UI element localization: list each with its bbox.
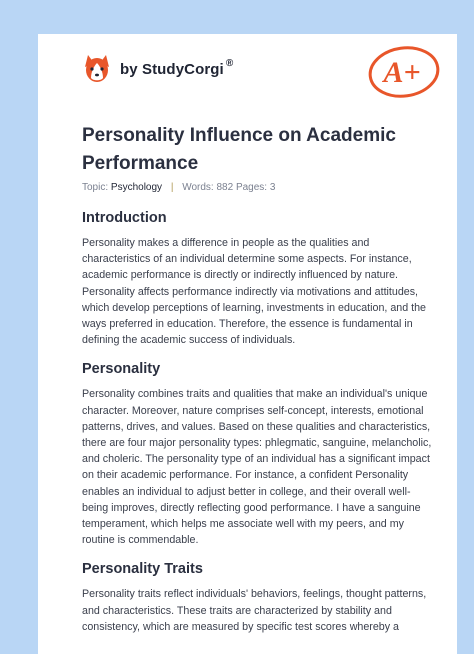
article-body bbox=[82, 210, 432, 648]
section-heading: Introduction bbox=[82, 210, 167, 226]
article-meta bbox=[82, 182, 275, 193]
word-count: Words: 882 bbox=[182, 182, 234, 193]
brand-name: by StudyCorgi bbox=[120, 60, 224, 78]
topic-label: Topic: bbox=[82, 182, 109, 193]
section-heading: Personality bbox=[82, 361, 161, 378]
section-paragraph: Personality combines traits and qualities that make an individual's unique character. Moreover, nature comprises self-concept, interests, emotional patterns, drives, and values. Based on these qualities and characteristics, there are four major personality types: phlegmatic, sanguine, melancholic, and choleric. The personality type of an individual has a significant impact on their academic performance. For instance, a confident Personality enables an individual to adjust better in college, and their overall well-being improves, directly reflecting good performance. I have a sanguine temperament, which helps me associate well with my peers, and my routine is commendable. bbox=[82, 388, 432, 547]
topic-link[interactable]: Psychology bbox=[110, 182, 163, 193]
studycorgi-brand[interactable] bbox=[82, 54, 233, 84]
document-page bbox=[38, 34, 457, 654]
page-title: Personality Influence on Academic Performance bbox=[82, 125, 396, 174]
a-plus-grade-icon bbox=[366, 42, 442, 100]
grade-text: A+ bbox=[383, 56, 421, 89]
registered-mark: ® bbox=[225, 57, 234, 69]
section-paragraph: Personality makes a difference in people as the qualities and characteristics of an individual determine some aspects. For instance, academic performance is directly or indirectly influenced by nature. Personality affects performance indirectly via motivations and attitudes, which develop perceptions of learning, investments in education, and the ways preferred in education. Therefore, the essence is fundamental in defining the academic success of individuals. bbox=[82, 237, 426, 347]
page-count: Pages: 3 bbox=[235, 182, 276, 193]
section-heading: Personality Traits bbox=[82, 561, 203, 578]
section-paragraph: Personality traits reflect individuals' behaviors, feelings, thought patterns, and characteristics. These traits are characterized by stability and consistency, which are measured by specific test scores whereby a bbox=[82, 588, 427, 633]
corgi-logo-icon bbox=[82, 54, 112, 84]
meta-separator: | bbox=[170, 182, 174, 193]
